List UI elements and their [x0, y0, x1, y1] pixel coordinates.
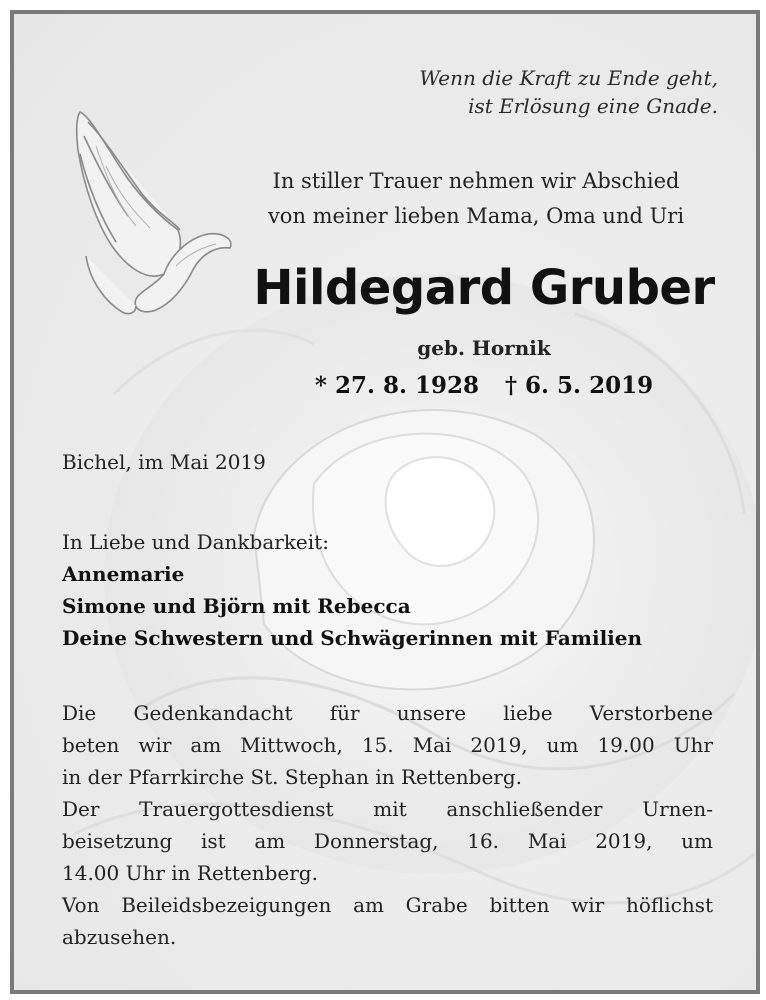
- notice-line: Die Gedenkandacht für unsere liebe Verstorbene: [62, 701, 713, 725]
- quote-line: Wenn die Kraft zu Ende geht,: [419, 66, 718, 90]
- intro-text: [236, 164, 716, 234]
- obituary-frame: [10, 10, 760, 994]
- intro-line: von meiner lieben Mama, Oma und Uri: [267, 204, 685, 228]
- epitaph-quote: [358, 64, 718, 120]
- intro-line: In stiller Trauer nehmen wir Abschied: [272, 169, 680, 193]
- deceased-name: Hildegard Gruber: [253, 260, 715, 316]
- mourner-name: Annemarie: [62, 562, 185, 586]
- maiden-name: geb. Hornik: [417, 336, 551, 360]
- mourners-heading: In Liebe und Dankbarkeit:: [62, 530, 329, 554]
- notice-line: Von Beileidsbezeigungen am Grabe bitten wir höflichst: [62, 893, 713, 917]
- service-notice: [62, 697, 713, 953]
- notice-line: abzusehen.: [62, 925, 177, 949]
- mourner-name: Simone und Björn mit Rebecca: [62, 594, 411, 618]
- praying-hands-icon: [66, 106, 236, 321]
- life-dates: [224, 372, 744, 399]
- notice-line: Der Trauergottesdienst mit anschließender Urnen-: [62, 797, 713, 821]
- notice-line: beisetzung ist am Donnerstag, 16. Mai 2019, um: [62, 829, 713, 853]
- birth-date: * 27. 8. 1928: [314, 372, 479, 399]
- notice-line: beten wir am Mittwoch, 15. Mai 2019, um 19.00 Uhr: [62, 733, 713, 757]
- notice-line: in der Pfarrkirche St. Stephan in Rettenberg.: [62, 765, 522, 789]
- place-and-date: Bichel, im Mai 2019: [62, 450, 266, 474]
- death-date: † 6. 5. 2019: [505, 372, 654, 399]
- quote-line: ist Erlösung eine Gnade.: [468, 94, 718, 118]
- mourner-name: Deine Schwestern und Schwägerinnen mit Familien: [62, 626, 643, 650]
- mourners-list: [62, 526, 732, 654]
- notice-line: 14.00 Uhr in Rettenberg.: [62, 861, 318, 885]
